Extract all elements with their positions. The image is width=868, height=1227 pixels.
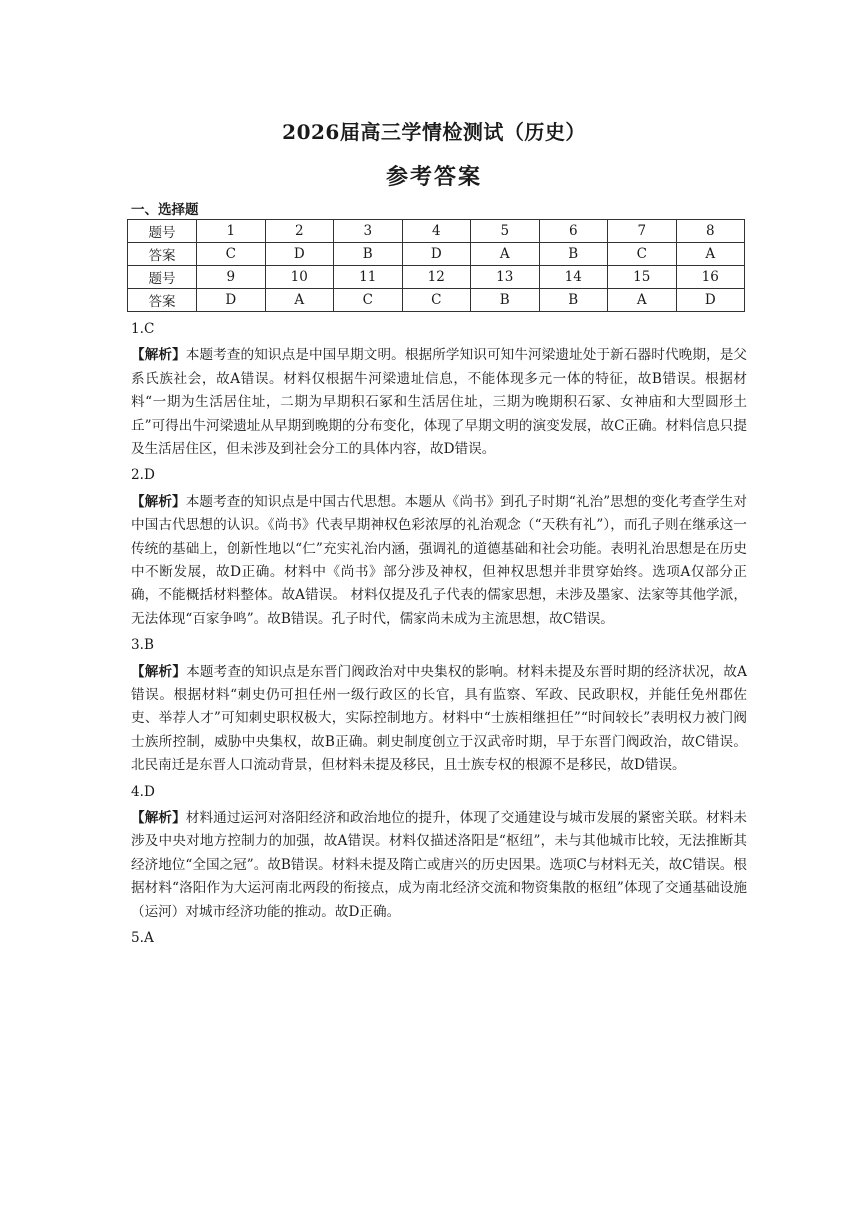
- analysis-tag: 【解析】: [131, 347, 186, 364]
- table-cell: C: [608, 243, 677, 266]
- table-cell: 8: [676, 220, 745, 243]
- table-cell: 11: [334, 266, 403, 289]
- table-cell: 3: [334, 220, 403, 243]
- section-heading: 一、选择题: [131, 202, 199, 218]
- table-cell: D: [676, 289, 745, 312]
- explanation-text: 材料通过运河对洛阳经济和政治地位的提升，体现了交通建设与城市发展的紧密关联。材料未涉及中央对地方控制力的加强，故A错误。材料仅描述洛阳是“枢纽”，未与其他城市比较，无法推断其经济地位“全国之冠”。故B错误。材料未提及隋亡或唐兴的历史因果。选项C与材料无关，故C错误。根据材料“洛阳作为大运河南北两段的衔接点，成为南北经济交流和物资集散的枢纽”体现了交通基础设施（运河）对城市经济功能的推动。故D正确。: [131, 810, 747, 920]
- table-cell: B: [334, 243, 403, 266]
- table-cell: 7: [608, 220, 677, 243]
- table-cell: A: [608, 289, 677, 312]
- explanation-paragraph: [131, 661, 747, 778]
- table-row: [128, 220, 745, 243]
- explanation-paragraph: [131, 491, 747, 631]
- table-cell: D: [402, 243, 471, 266]
- explanation-text: 本题考查的知识点是东晋门阀政治对中央集权的影响。材料未提及东晋时期的经济状况，故A错误。根据材料“刺史仍可担任州一级行政区的长官，具有监察、军政、民政职权，并能任免州郡佐吏、举荐人才”可知刺史职权极大，实际控制地方。材料中“士族相继担任”“时间较长”表明权力被门阀士族所控制，威胁中央集权，故B正确。刺史制度创立于汉武帝时期，早于东晋门阀政治，故C错误。北民南迁是东晋人口流动背景，但材料未提及移民，且士族专权的根源不是移民，故D错误。: [131, 663, 747, 774]
- table-cell: C: [334, 289, 403, 312]
- question-number: 1.C: [131, 321, 155, 337]
- table-cell: D: [265, 243, 334, 266]
- table-cell: D: [197, 289, 266, 312]
- table-cell: 15: [608, 266, 677, 289]
- table-cell: B: [471, 289, 540, 312]
- table-cell: B: [539, 289, 608, 312]
- explanation-paragraph: [131, 344, 747, 461]
- table-cell: C: [197, 243, 266, 266]
- analysis-tag: 【解析】: [131, 493, 186, 510]
- explanations: [131, 318, 747, 953]
- row-header-cell: 题号: [128, 266, 197, 289]
- table-cell: 12: [402, 266, 471, 289]
- table-cell: 5: [471, 220, 540, 243]
- question-number: 2.D: [131, 467, 155, 484]
- table-row: [128, 243, 745, 266]
- table-cell: 6: [539, 220, 608, 243]
- table-cell: B: [539, 243, 608, 266]
- question-number: 5.A: [131, 930, 154, 947]
- analysis-tag: 【解析】: [131, 810, 186, 827]
- row-header-cell: 答案: [128, 243, 197, 266]
- table-cell: 16: [676, 266, 745, 289]
- table-cell: A: [676, 243, 745, 266]
- table-row: [128, 289, 745, 312]
- table-cell: 1: [197, 220, 266, 243]
- answer-table: [127, 219, 745, 312]
- question-number: 4.D: [131, 783, 155, 800]
- table-cell: 10: [265, 266, 334, 289]
- explanation-text: 本题考查的知识点是中国早期文明。根据所学知识可知牛河梁遗址处于新石器时代晚期，是父系氏族社会，故A错误。材料仅根据牛河梁遗址信息，不能体现多元一体的特征，故B错误。根据材料“一期为生活居住址，二期为早期积石冢和生活居住址，三期为晚期积石冢、女神庙和大型圆形土丘”可得出牛河梁遗址从早期到晚期的分布变化，体现了早期文明的演变发展，故C正确。材料信息只提及生活居住区，但未涉及到社会分工的具体内容，故D错误。: [131, 347, 747, 458]
- explanation-text: 本题考查的知识点是中国古代思想。本题从《尚书》到孔子时期“礼治”思想的变化考查学生对中国古代思想的认识。《尚书》代表早期神权色彩浓厚的礼治观念（“天秩有礼”），而孔子则在继承这一传统的基础上，创新性地以“仁”充实礼治内涵，强调礼的道德基础和社会功能。表明礼治思想是在历史中不断发展，故D正确。材料中《尚书》部分涉及神权，但神权思想并非贯穿始终。选项A仅部分正确，不能概括材料整体。故A错误。 材料仅提及孔子代表的儒家思想，未涉及墨家、法家等其他学派，无法体现“百家争鸣”。故B错误。孔子时代，儒家尚未成为主流思想，故C错误。: [131, 493, 747, 627]
- table-cell: 9: [197, 266, 266, 289]
- table-cell: 13: [471, 266, 540, 289]
- row-header-cell: 答案: [128, 289, 197, 312]
- table-cell: C: [402, 289, 471, 312]
- table-cell: A: [265, 289, 334, 312]
- table-cell: 2: [265, 220, 334, 243]
- answer-key-title: 参考答案: [385, 164, 482, 190]
- table-cell: A: [471, 243, 540, 266]
- explanation-paragraph: [131, 807, 747, 924]
- row-header-cell: 题号: [128, 220, 197, 243]
- analysis-tag: 【解析】: [131, 663, 187, 680]
- question-number: 3.B: [131, 637, 154, 654]
- table-row: [128, 266, 745, 289]
- table-cell: 4: [402, 220, 471, 243]
- exam-title: 2026届高三学情检测试（历史）: [282, 120, 586, 144]
- table-cell: 14: [539, 266, 608, 289]
